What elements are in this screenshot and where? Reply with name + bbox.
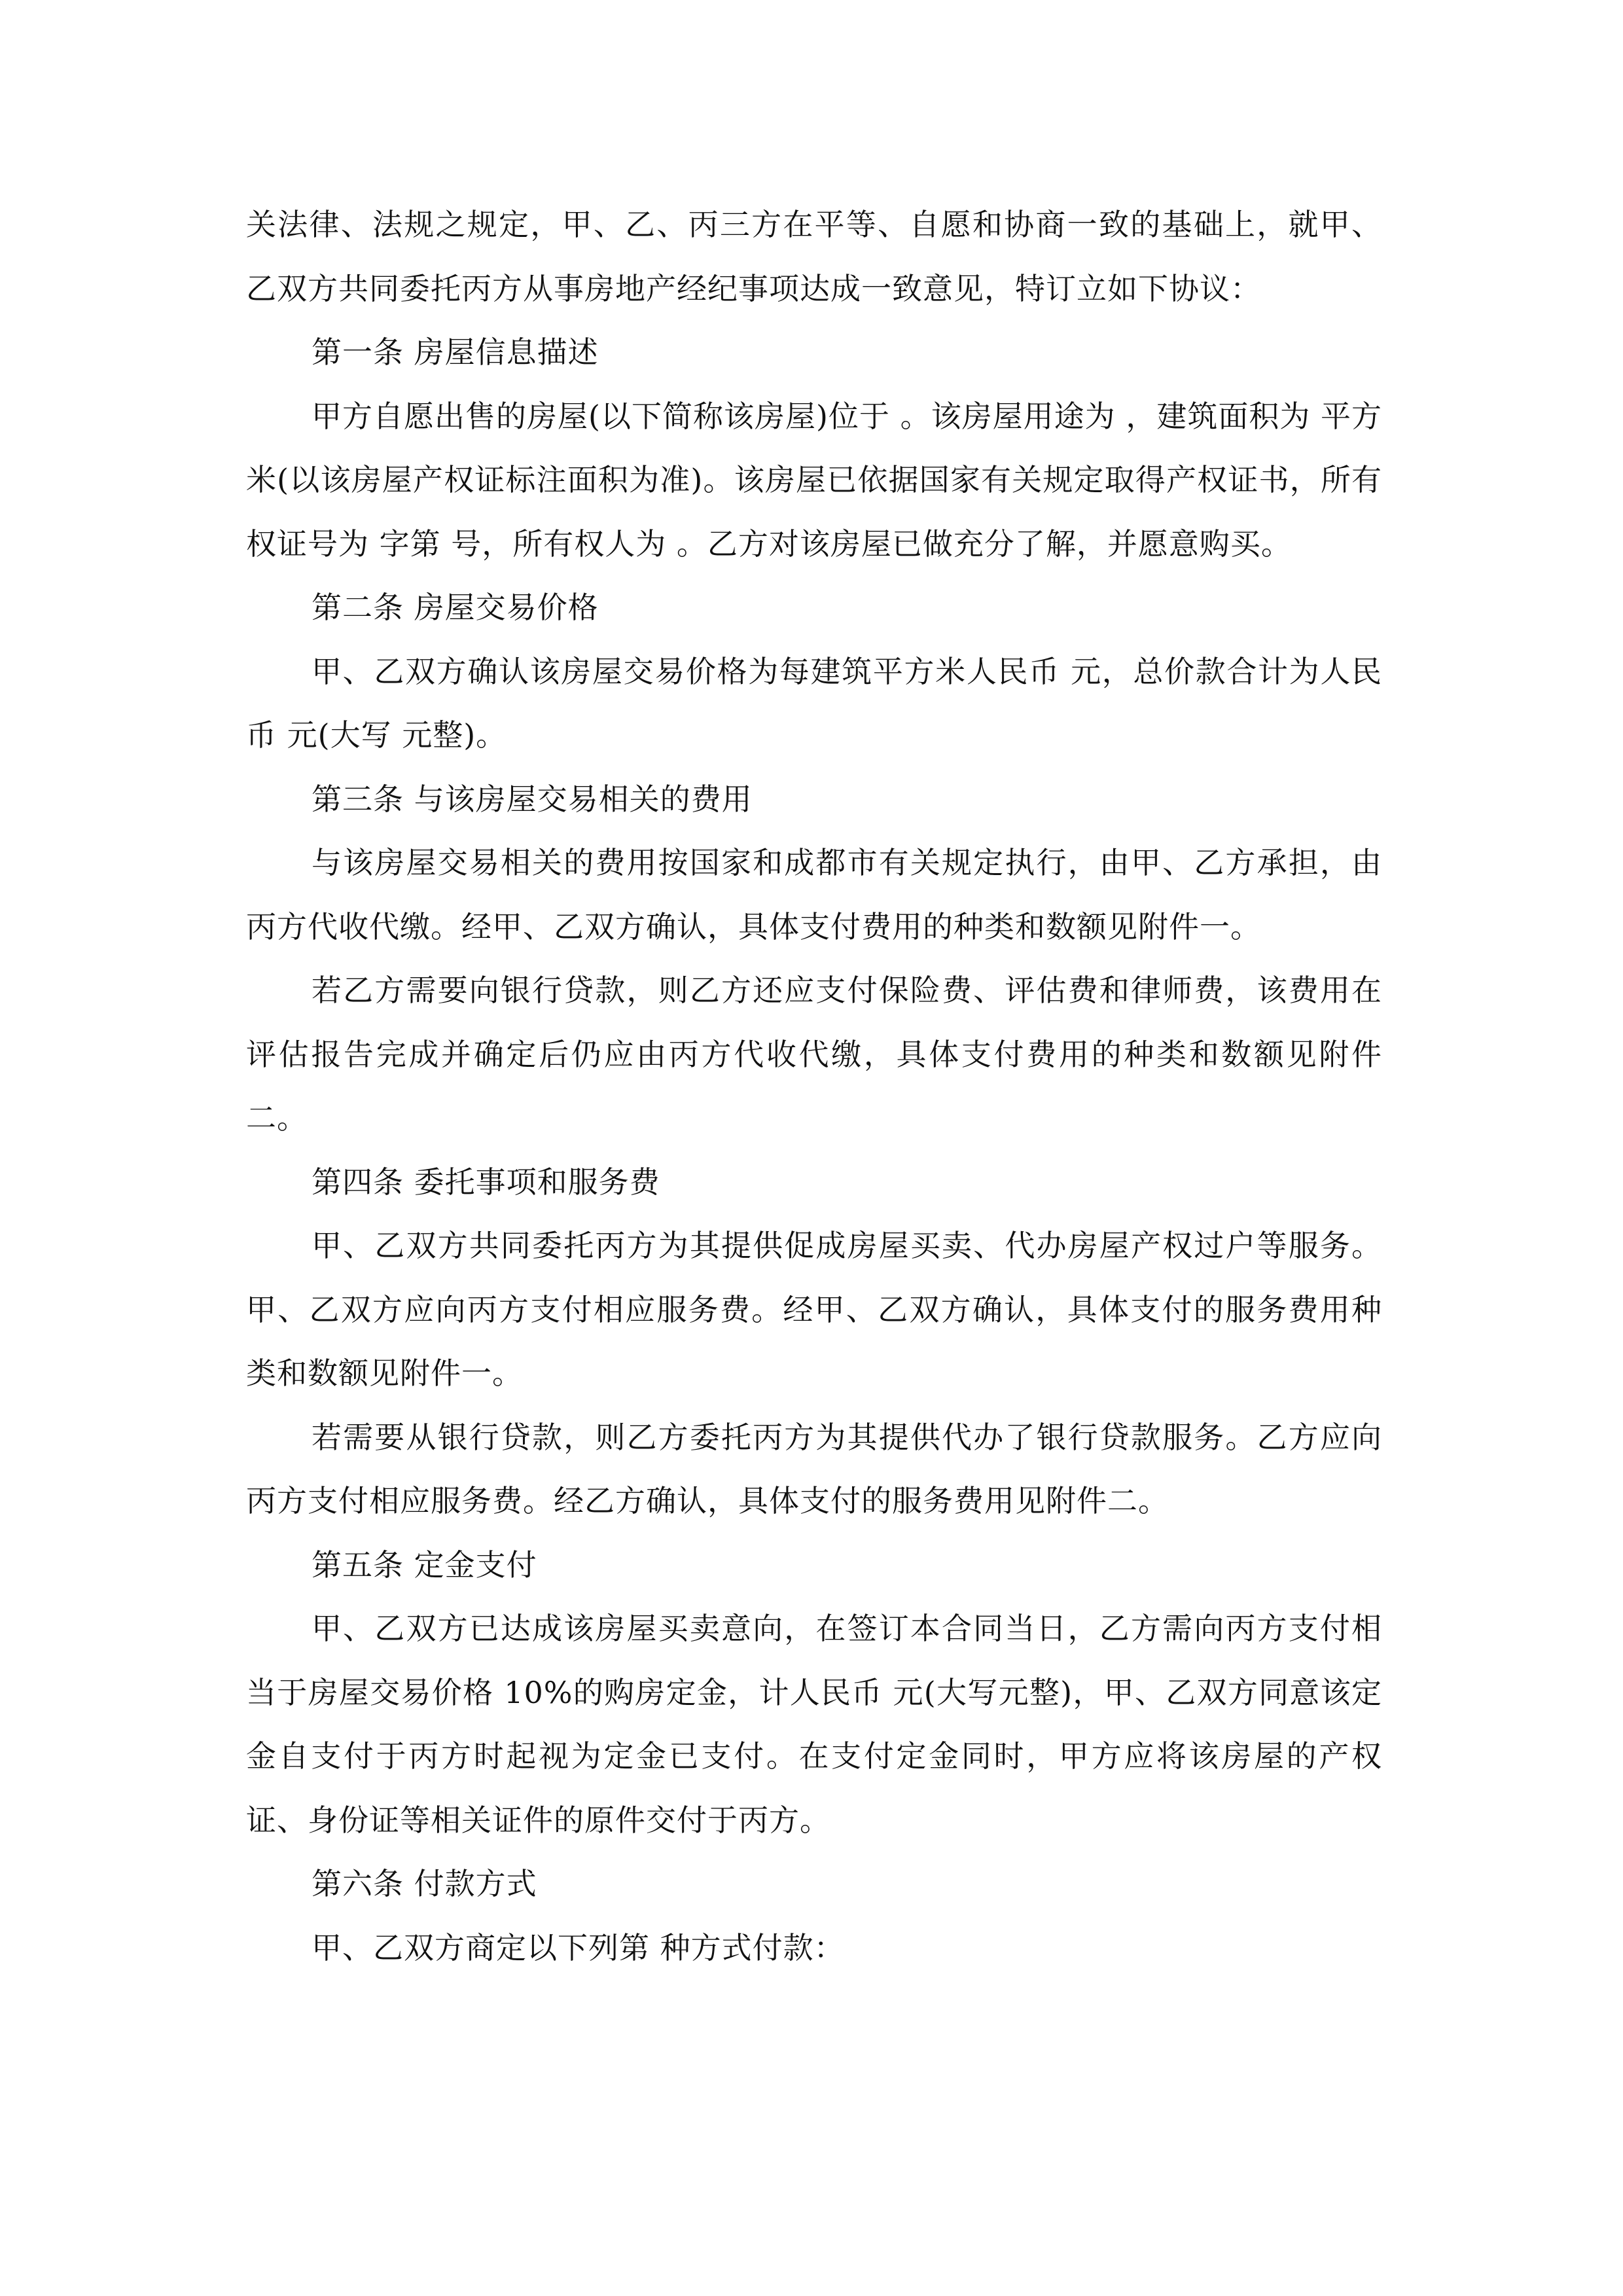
intro-paragraph: 关法律、法规之规定，甲、乙、丙三方在平等、自愿和协商一致的基础上，就甲、乙双方共同委托丙方从事房地产经纪事项达成一致意见，特订立如下协议：: [246, 207, 1382, 306]
article-5-paragraph: 甲、乙双方已达成该房屋买卖意向，在签订本合同当日，乙方需向丙方支付相当于房屋交易价格 10%的购房定金，计人民币 元(大写元整)，甲、乙双方同意该定金自支付于丙方时起视为定金已支付。在支付定金同时，甲方应将该房屋的产权证、身份证等相关证件的原件交付于丙方。: [246, 1611, 1382, 1838]
article-6-heading: 第六条 付款方式: [312, 1866, 537, 1901]
article-4-paragraph-2: 若需要从银行贷款，则乙方委托丙方为其提供代办了银行贷款服务。乙方应向丙方支付相应服务费。经乙方确认，具体支付的服务费用见附件二。: [246, 1419, 1382, 1518]
article-4-heading: 第四条 委托事项和服务费: [312, 1164, 660, 1200]
article-5-heading: 第五条 定金支付: [312, 1547, 537, 1583]
article-3-paragraph-1: 与该房屋交易相关的费用按国家和成都市有关规定执行，由甲、乙方承担，由丙方代收代缴。经甲、乙双方确认，具体支付费用的种类和数额见附件一。: [246, 845, 1382, 944]
article-3-paragraph-2: 若乙方需要向银行贷款，则乙方还应支付保险费、评估费和律师费，该费用在评估报告完成并确定后仍应由丙方代收代缴，具体支付费用的种类和数额见附件二。: [246, 973, 1382, 1136]
contract-body: [246, 193, 1382, 1980]
article-4-paragraph-1: 甲、乙双方共同委托丙方为其提供促成房屋买卖、代办房屋产权过户等服务。甲、乙双方应向丙方支付相应服务费。经甲、乙双方确认，具体支付的服务费用种类和数额见附件一。: [246, 1228, 1382, 1391]
article-2-heading: 第二条 房屋交易价格: [312, 590, 599, 625]
article-3-heading: 第三条 与该房屋交易相关的费用: [312, 781, 753, 817]
article-2-paragraph: 甲、乙双方确认该房屋交易价格为每建筑平方米人民币 元，总价款合计为人民币 元(大写 元整)。: [246, 653, 1382, 753]
article-6-paragraph: 甲、乙双方商定以下列第 种方式付款：: [312, 1929, 845, 1965]
article-1-paragraph: 甲方自愿出售的房屋(以下简称该房屋)位于 。该房屋用途为 ，建筑面积为 平方米(以该房屋产权证标注面积为准)。该房屋已依据国家有关规定取得产权证书，所有权证号为 字第 号，所有权人为 。乙方对该房屋已做充分了解，并愿意购买。: [246, 398, 1382, 562]
article-1-heading: 第一条 房屋信息描述: [312, 334, 599, 370]
